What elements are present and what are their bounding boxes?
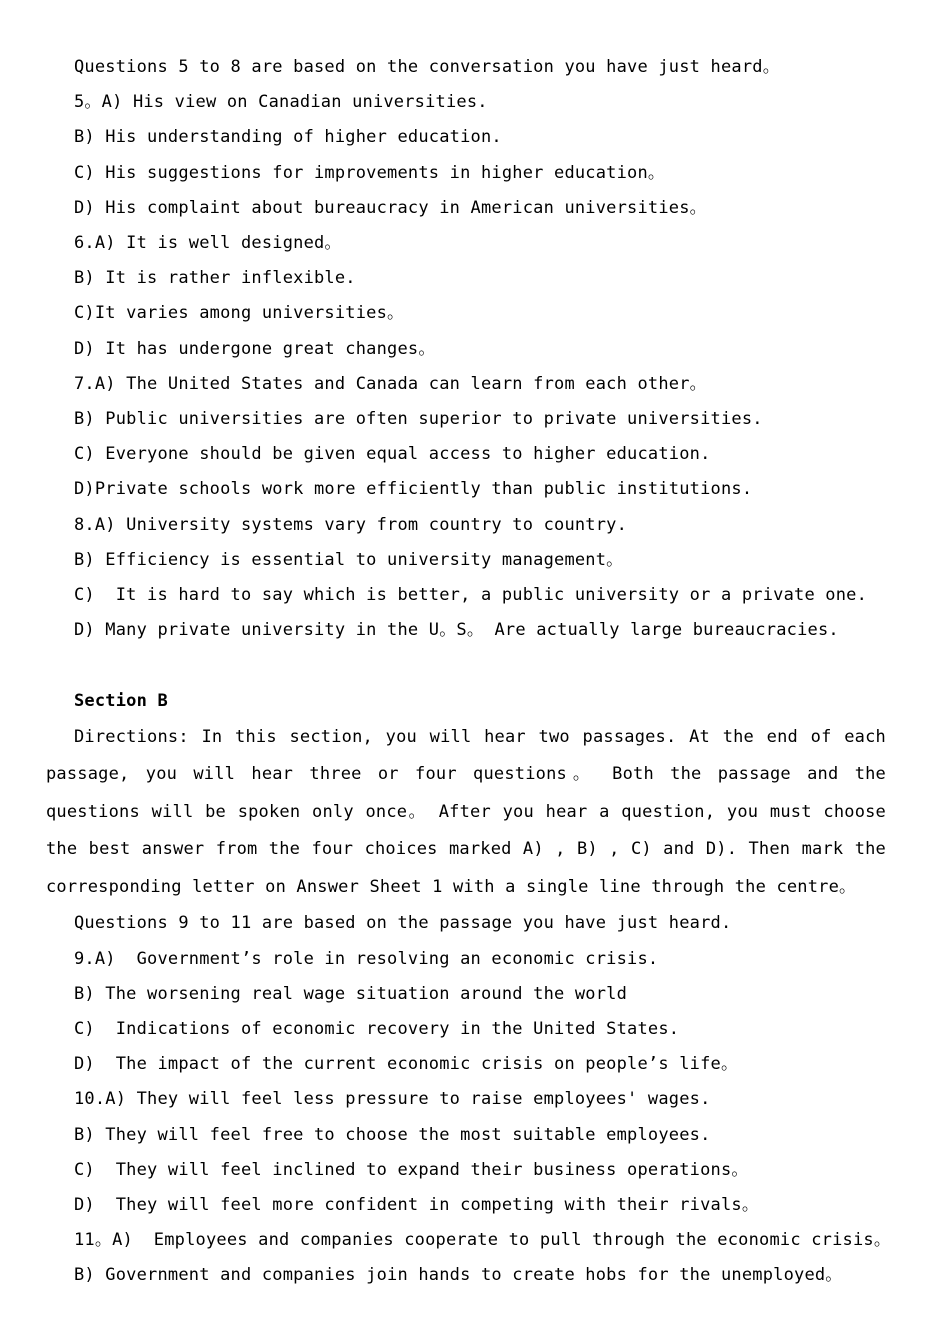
q6-option-d: D) It has undergone great changes。 <box>74 338 436 359</box>
q5-option-b: B) His understanding of higher education. <box>74 127 502 148</box>
q8-option-d: D) Many private university in the U。S。 Are actually large bureaucracies. <box>74 620 839 641</box>
q8-option-c: C) It is hard to say which is better, a public university or a private one. <box>74 585 868 606</box>
q8-option-b: B) Efficiency is essential to university management。 <box>74 549 624 570</box>
question-9 <box>46 942 910 1083</box>
section-spacer <box>46 648 910 683</box>
questions-9-11-intro: Questions 9 to 11 are based on the passage you have just heard. <box>74 913 732 934</box>
section-b-heading: Section B <box>74 690 168 711</box>
question-5 <box>46 85 910 226</box>
q8-option-a: 8.A) University systems vary from country to country. <box>74 514 628 535</box>
q9-option-d: D) The impact of the current economic crisis on people’s life。 <box>74 1054 739 1075</box>
q11-option-b: B) Government and companies join hands to create hobs for the unemployed。 <box>74 1265 843 1286</box>
q10-option-c: C) They will feel inclined to expand their business operations。 <box>74 1159 749 1180</box>
section-b-directions: Directions: In this section, you will hear two passages. At the end of each passage, you will hear three or four questions。 Both the passage and the questions will be spoken only once。 After you hear a question, you must choose the best answer from the four choices marked A) , B) , C) and D). Then mark the corresponding letter on Answer Sheet 1 with a single line through the centre。 <box>46 726 886 897</box>
question-8 <box>46 508 910 649</box>
questions-5-8-intro: Questions 5 to 8 are based on the conversation you have just heard。 <box>74 57 780 77</box>
q11-option-a: 11。A) Employees and companies cooperate to pull through the economic crisis。 <box>74 1230 892 1251</box>
q7-option-c: C) Everyone should be given equal access to higher education. <box>74 444 711 465</box>
q9-option-b: B) The worsening real wage situation around the world <box>74 983 628 1004</box>
question-6 <box>46 226 910 367</box>
q6-option-a: 6.A) It is well designed。 <box>74 233 342 254</box>
question-11 <box>46 1223 910 1293</box>
q10-option-a: 10.A) They will feel less pressure to raise employees' wages. <box>74 1089 711 1110</box>
q6-option-c: C)It varies among universities。 <box>74 303 405 324</box>
question-7 <box>46 367 910 508</box>
q7-option-d: D)Private schools work more efficiently than public institutions. <box>74 479 753 500</box>
q6-option-b: B) It is rather inflexible. <box>74 268 356 289</box>
q10-option-b: B) They will feel free to choose the most suitable employees. <box>74 1124 711 1145</box>
q5-option-a: 5。A) His view on Canadian universities. <box>74 92 488 113</box>
q5-option-c: C) His suggestions for improvements in higher education。 <box>74 162 666 183</box>
question-10 <box>46 1082 910 1223</box>
q9-option-a: 9.A) Government’s role in resolving an economic crisis. <box>74 948 659 969</box>
q10-option-d: D) They will feel more confident in competing with their rivals。 <box>74 1194 760 1215</box>
q5-option-d: D) His complaint about bureaucracy in American universities。 <box>74 197 707 218</box>
q7-option-b: B) Public universities are often superior to private universities. <box>74 409 763 430</box>
q7-option-a: 7.A) The United States and Canada can learn from each other。 <box>74 373 707 394</box>
q9-option-c: C) Indications of economic recovery in the United States. <box>74 1018 680 1039</box>
